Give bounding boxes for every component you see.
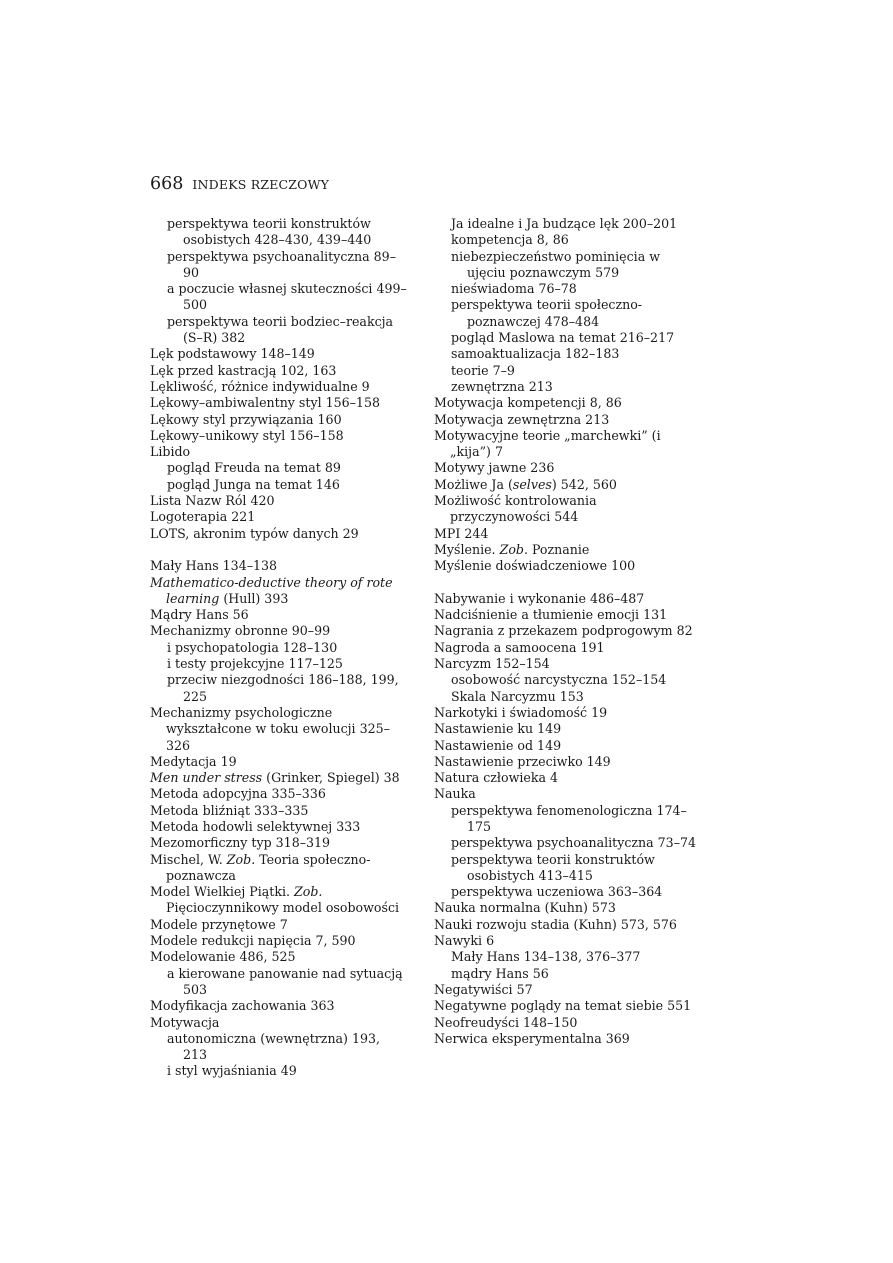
italic-term: Zob. (294, 884, 323, 900)
index-entry: Motywacja zewnętrzna 213 (434, 411, 610, 427)
index-entry: Modele przynętowe 7 (150, 916, 288, 932)
index-entry: Libido (150, 444, 191, 460)
index-subentry: perspektywa fenomenologiczna 174–175 (451, 802, 687, 834)
index-subentry: Ja idealne i Ja budzące lęk 200–201 (451, 216, 678, 231)
index-entry: Negatywiści 57 (434, 981, 533, 997)
index-entry: Lękliwość, różnice indywidualne 9 (150, 378, 370, 394)
index-subentry: pogląd Maslowa na temat 216–217 (451, 330, 675, 346)
index-entry: Lęk podstawowy 148–149 (150, 346, 315, 362)
index-subentry: zewnętrzna 213 (451, 378, 553, 394)
page-number: 668 (150, 174, 184, 194)
index-entry: Mały Hans 134–138 (150, 558, 278, 574)
index-entry: Nastawienie ku 149 (434, 721, 562, 737)
index-entry: Myślenie doświadczeniowe 100 (434, 558, 636, 574)
index-entry: LOTS, akronim typów danych 29 (150, 525, 359, 541)
index-entry: Nauka (434, 786, 476, 802)
index-letter-gap (150, 542, 408, 558)
entry-text: (Grinker, Spiegel) 38 (262, 770, 400, 786)
index-subentry: pogląd Freuda na temat 89 (167, 460, 341, 476)
index-entry: Nabywanie i wykonanie 486–487 (434, 590, 645, 606)
index-subentry: Skala Narcyzmu 153 (451, 688, 584, 704)
entry-text-after: ) 542, 560 (551, 476, 617, 492)
index-entry: Możliwość kontrolowania przyczynowości 544 (434, 493, 597, 525)
index-entry: Lęk przed kastracją 102, 163 (150, 362, 337, 378)
index-subentry: mądry Hans 56 (451, 965, 549, 981)
index-entry: Motywacja kompetencji 8, 86 (434, 395, 622, 411)
entry-text-after: Pięcioczynnikowy model osobowości (166, 900, 400, 916)
entry-text: (Hull) 393 (219, 590, 289, 606)
index-entry: Metoda adopcyjna 335–336 (150, 786, 326, 802)
index-subentry: perspektywa teorii bodziec–reakcja (S–R) 382 (167, 313, 394, 346)
entry-text: Myślenie. (434, 541, 500, 557)
index-entry: Modelowanie 486, 525 (150, 949, 296, 965)
index-entry: Metoda hodowli selektywnej 333 (150, 818, 361, 834)
index-entry: Nagroda a samoocena 191 (434, 639, 605, 655)
index-entry: Logoterapia 221 (150, 509, 256, 525)
index-subentry: perspektywa uczeniowa 363–364 (451, 884, 663, 900)
index-entry: Motywy jawne 236 (434, 460, 555, 476)
index-subentry: perspektywa psychoanalityczna 73–74 (451, 835, 697, 851)
index-entry (150, 575, 408, 608)
index-column-right (434, 216, 698, 1047)
index-entry: Nastawienie przeciwko 149 (434, 753, 611, 769)
index-subentry: a kierowane panowanie nad sytuacją 503 (167, 965, 403, 997)
index-subentry: i styl wyjaśniania 49 (167, 1063, 297, 1079)
index-entry: Lękowy styl przywiązania 160 (150, 411, 342, 427)
index-subentry: niebezpieczeństwo pominięcia w ujęciu poznawczym 579 (451, 248, 661, 280)
index-subentry: autonomiczna (wewnętrzna) 193, 213 (167, 1030, 381, 1063)
index-column-left (150, 216, 408, 1080)
index-subentry: przeciw niezgodności 186–188, 199, 225 (167, 672, 399, 704)
index-entry (434, 542, 698, 558)
index-entry: Motywacja (150, 1014, 220, 1030)
index-entry: Nastawienie od 149 (434, 737, 562, 753)
index-entry: Mechanizmy obronne 90–99 (150, 623, 331, 639)
entry-text-after: Teoria społeczno-poznawcza (166, 851, 371, 883)
index-entry: Mezomorficzny typ 318–319 (150, 835, 331, 851)
italic-title: Mathematico-deductive theory of rote learning (150, 574, 393, 606)
index-subentry: samoaktualizacja 182–183 (451, 346, 620, 362)
index-entry: Nauki rozwoju stadia (Kuhn) 573, 576 (434, 916, 677, 932)
index-entry: Mechanizmy psychologiczne wykształcone w toku ewolucji 325–326 (150, 704, 390, 753)
index-entry: Mądry Hans 56 (150, 607, 249, 623)
index-letter-gap (434, 575, 698, 591)
italic-term: Zob. (226, 851, 256, 867)
index-entry: Neofreudyści 148–150 (434, 1014, 578, 1030)
index-subentry: i testy projekcyjne 117–125 (167, 656, 343, 672)
entry-text: Mischel, W. (150, 851, 227, 867)
index-entry: Nauka normalna (Kuhn) 573 (434, 900, 616, 916)
index-entry: Nerwica eksperymentalna 369 (434, 1030, 630, 1046)
entry-text: Model Wielkiej Piątki. (150, 884, 295, 900)
index-entry: Nadciśnienie a tłumienie emocji 131 (434, 607, 668, 623)
italic-term: Zob. (499, 541, 528, 557)
index-subentry: nieświadoma 76–78 (451, 281, 577, 297)
index-subentry: kompetencja 8, 86 (451, 232, 569, 248)
index-entry: Nawyki 6 (434, 933, 495, 949)
index-subentry: a poczucie własnej skuteczności 499–500 (167, 281, 407, 313)
entry-text-after: Poznanie (527, 541, 590, 557)
index-subentry: osobowość narcystyczna 152–154 (451, 672, 667, 688)
index-entry: MPI 244 (434, 525, 489, 541)
index-entry: Motywacyjne teorie „marchewki” (i „kija”) 7 (434, 427, 661, 460)
index-subentry: perspektywa teorii konstruktów osobistych 413–415 (451, 851, 655, 883)
index-subentry: i psychopatologia 128–130 (167, 639, 338, 655)
index-subentry: perspektywa teorii społeczno-poznawczej 478–484 (451, 297, 643, 329)
index-subentry: teorie 7–9 (451, 362, 515, 378)
index-entry: Narcyzm 152–154 (434, 656, 550, 672)
index-entry (150, 852, 408, 885)
index-entry (150, 770, 408, 786)
running-title: INDEKS RZECZOWY (192, 177, 330, 192)
page-header (150, 174, 329, 194)
index-entry: Medytacja 19 (150, 753, 237, 769)
italic-term: selves (512, 476, 552, 492)
index-entry: Natura człowieka 4 (434, 770, 559, 786)
index-entry: Negatywne poglądy na temat siebie 551 (434, 998, 692, 1014)
index-subentry: perspektywa psychoanalityczna 89–90 (167, 248, 396, 280)
italic-title: Men under stress (150, 770, 263, 786)
index-subentry: Mały Hans 134–138, 376–377 (451, 949, 641, 965)
index-entry: Lista Nazw Ról 420 (150, 493, 275, 509)
index-entry: Modele redukcji napięcia 7, 590 (150, 933, 356, 949)
index-entry: Nagrania z przekazem podprogowym 82 (434, 623, 693, 639)
index-entry (150, 884, 408, 917)
index-entry: Narkotyki i świadomość 19 (434, 704, 608, 720)
entry-text: Możliwe Ja ( (434, 476, 513, 492)
index-entry: Lękowy–ambiwalentny styl 156–158 (150, 395, 380, 411)
index-entry: Modyfikacja zachowania 363 (150, 998, 335, 1014)
index-entry: Lękowy–unikowy styl 156–158 (150, 427, 344, 443)
index-entry: Metoda bliźniąt 333–335 (150, 802, 309, 818)
index-subentry: pogląd Junga na temat 146 (167, 476, 340, 492)
index-entry (434, 477, 698, 493)
index-subentry: perspektywa teorii konstruktów osobistych 428–430, 439–440 (167, 216, 372, 248)
